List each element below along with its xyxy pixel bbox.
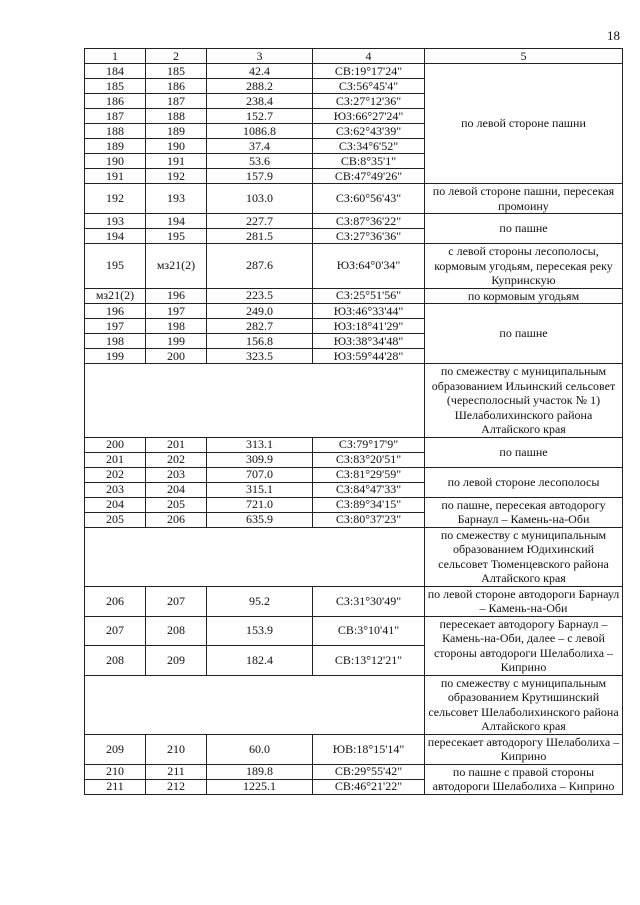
point-to: 196 (146, 288, 207, 304)
distance: 287.6 (207, 244, 313, 289)
description-cell: по кормовым угодьям (425, 288, 623, 304)
point-to: 191 (146, 154, 207, 169)
point-from: 211 (85, 779, 146, 794)
bearing: СЗ:27°12'36" (313, 94, 425, 109)
point-to: 211 (146, 764, 207, 779)
point-from: 204 (85, 497, 146, 512)
bearing: ЮЗ:18°41'29" (313, 319, 425, 334)
description-cell: по левой стороне автодороги Барнаул – Камень-на-Оби (425, 586, 623, 616)
description-cell: по пашне (425, 214, 623, 244)
point-from: 210 (85, 764, 146, 779)
point-from: 192 (85, 184, 146, 214)
distance: 182.4 (207, 646, 313, 676)
point-from: 203 (85, 482, 146, 497)
boundary-table (84, 48, 623, 795)
point-to: 200 (146, 349, 207, 364)
point-to: 206 (146, 512, 207, 527)
point-to: 187 (146, 94, 207, 109)
distance: 157.9 (207, 169, 313, 184)
distance: 282.7 (207, 319, 313, 334)
adjacency-row (85, 364, 623, 438)
distance: 707.0 (207, 467, 313, 482)
point-from: 202 (85, 467, 146, 482)
table-header-row (85, 49, 623, 64)
bearing: СВ:47°49'26" (313, 169, 425, 184)
point-from: 200 (85, 437, 146, 452)
distance: 189.8 (207, 764, 313, 779)
point-from: 199 (85, 349, 146, 364)
point-from: 195 (85, 244, 146, 289)
table-row (85, 184, 623, 214)
point-to: 205 (146, 497, 207, 512)
bearing: СЗ:83°20'51" (313, 452, 425, 467)
point-to: 201 (146, 437, 207, 452)
distance: 721.0 (207, 497, 313, 512)
distance: 37.4 (207, 139, 313, 154)
distance: 249.0 (207, 304, 313, 319)
empty-merged-cell (85, 527, 425, 586)
header-cell: 3 (207, 49, 313, 64)
point-to: 192 (146, 169, 207, 184)
description-cell: по левой стороне пашни, пересекая промоину (425, 184, 623, 214)
bearing: ЮЗ:59°44'28" (313, 349, 425, 364)
adjacency-description: по смежеству с муниципальным образованием Крутишинский сельсовет Шелаболихинского района Алтайского края (425, 675, 623, 734)
distance: 315.1 (207, 482, 313, 497)
distance: 281.5 (207, 229, 313, 244)
bearing: СЗ:62°43'39" (313, 124, 425, 139)
description-cell: с левой стороны лесополосы, кормовым угодьям, пересекая реку Купринскую (425, 244, 623, 289)
bearing: СВ:46°21'22" (313, 779, 425, 794)
distance: 153.9 (207, 616, 313, 646)
point-from: 185 (85, 79, 146, 94)
bearing: СЗ:60°56'43" (313, 184, 425, 214)
distance: 227.7 (207, 214, 313, 229)
distance: 313.1 (207, 437, 313, 452)
bearing: ЮЗ:64°0'34" (313, 244, 425, 289)
point-to: 203 (146, 467, 207, 482)
point-from: 197 (85, 319, 146, 334)
bearing: ЮЗ:38°34'48" (313, 334, 425, 349)
point-from: 191 (85, 169, 146, 184)
distance: 238.4 (207, 94, 313, 109)
point-from: 189 (85, 139, 146, 154)
bearing: СЗ:31°30'49" (313, 586, 425, 616)
bearing: СЗ:87°36'22" (313, 214, 425, 229)
point-to: 188 (146, 109, 207, 124)
table-row (85, 214, 623, 229)
distance: 1225.1 (207, 779, 313, 794)
point-to: 208 (146, 616, 207, 646)
table-row (85, 304, 623, 319)
adjacency-description: по смежеству с муниципальным образованием Ильинский сельсовет (чересполосный участок № 1) Шелаболихинского района Алтайского края (425, 364, 623, 438)
adjacency-row (85, 675, 623, 734)
description-cell: по левой стороне лесополосы (425, 467, 623, 497)
distance: 156.8 (207, 334, 313, 349)
point-from: 201 (85, 452, 146, 467)
distance: 309.9 (207, 452, 313, 467)
bearing: СВ:8°35'1" (313, 154, 425, 169)
point-to: 209 (146, 646, 207, 676)
description-cell: по пашне, пересекая автодорогу Барнаул – Камень-на-Оби (425, 497, 623, 527)
description-cell: по левой стороне пашни (425, 64, 623, 184)
point-to: 194 (146, 214, 207, 229)
distance: 1086.8 (207, 124, 313, 139)
point-to: 199 (146, 334, 207, 349)
point-from: 194 (85, 229, 146, 244)
bearing: СЗ:34°6'52" (313, 139, 425, 154)
point-from: 188 (85, 124, 146, 139)
description-cell: по пашне с правой стороны автодороги Шелаболиха – Киприно (425, 764, 623, 794)
table-row (85, 586, 623, 616)
header-cell: 2 (146, 49, 207, 64)
table-row (85, 616, 623, 646)
bearing: СВ:19°17'24" (313, 64, 425, 79)
header-cell: 4 (313, 49, 425, 64)
distance: 42.4 (207, 64, 313, 79)
bearing: ЮЗ:66°27'24" (313, 109, 425, 124)
adjacency-row (85, 527, 623, 586)
point-to: 193 (146, 184, 207, 214)
point-from: 187 (85, 109, 146, 124)
point-to: 189 (146, 124, 207, 139)
bearing: СЗ:89°34'15" (313, 497, 425, 512)
table-row (85, 734, 623, 764)
point-to: 190 (146, 139, 207, 154)
table-row (85, 244, 623, 289)
bearing: ЮЗ:46°33'44" (313, 304, 425, 319)
point-from: 193 (85, 214, 146, 229)
distance: 60.0 (207, 734, 313, 764)
table-row (85, 437, 623, 452)
point-to: 207 (146, 586, 207, 616)
point-to: 198 (146, 319, 207, 334)
point-from: 206 (85, 586, 146, 616)
bearing: СВ:13°12'21" (313, 646, 425, 676)
point-to: 197 (146, 304, 207, 319)
point-from: 207 (85, 616, 146, 646)
table-row (85, 497, 623, 512)
point-to: 212 (146, 779, 207, 794)
distance: 53.6 (207, 154, 313, 169)
bearing: СВ:3°10'41" (313, 616, 425, 646)
point-from: 198 (85, 334, 146, 349)
point-to: 185 (146, 64, 207, 79)
point-to: 210 (146, 734, 207, 764)
point-to: 195 (146, 229, 207, 244)
point-to: 186 (146, 79, 207, 94)
distance: 95.2 (207, 586, 313, 616)
description-cell: по пашне (425, 304, 623, 364)
table-row (85, 64, 623, 79)
bearing: СЗ:27°36'36" (313, 229, 425, 244)
empty-merged-cell (85, 364, 425, 438)
distance: 223.5 (207, 288, 313, 304)
bearing: СЗ:80°37'23" (313, 512, 425, 527)
description-cell: пересекает автодорогу Барнаул – Камень-на-Оби, далее – с левой стороны автодороги Шелаболиха – Киприно (425, 616, 623, 675)
point-from: 209 (85, 734, 146, 764)
point-from: 196 (85, 304, 146, 319)
point-from: 208 (85, 646, 146, 676)
point-from: 190 (85, 154, 146, 169)
page-number: 18 (607, 28, 620, 43)
point-from: 205 (85, 512, 146, 527)
bearing: СЗ:79°17'9" (313, 437, 425, 452)
distance: 103.0 (207, 184, 313, 214)
table-row (85, 288, 623, 304)
bearing: СЗ:56°45'4" (313, 79, 425, 94)
point-from: мз21(2) (85, 288, 146, 304)
description-cell: пересекает автодорогу Шелаболиха – Киприно (425, 734, 623, 764)
point-from: 186 (85, 94, 146, 109)
description-cell: по пашне (425, 437, 623, 467)
point-to: мз21(2) (146, 244, 207, 289)
table-row (85, 764, 623, 779)
bearing: СЗ:25°51'56" (313, 288, 425, 304)
distance: 323.5 (207, 349, 313, 364)
bearing: СЗ:81°29'59" (313, 467, 425, 482)
point-from: 184 (85, 64, 146, 79)
point-to: 202 (146, 452, 207, 467)
bearing: СЗ:84°47'33" (313, 482, 425, 497)
bearing: СВ:29°55'42" (313, 764, 425, 779)
distance: 152.7 (207, 109, 313, 124)
bearing: ЮВ:18°15'14" (313, 734, 425, 764)
header-cell: 5 (425, 49, 623, 64)
header-cell: 1 (85, 49, 146, 64)
distance: 288.2 (207, 79, 313, 94)
adjacency-description: по смежеству с муниципальным образованием Юдихинский сельсовет Тюменцевского района Алтайского края (425, 527, 623, 586)
distance: 635.9 (207, 512, 313, 527)
empty-merged-cell (85, 675, 425, 734)
point-to: 204 (146, 482, 207, 497)
table-row (85, 467, 623, 482)
